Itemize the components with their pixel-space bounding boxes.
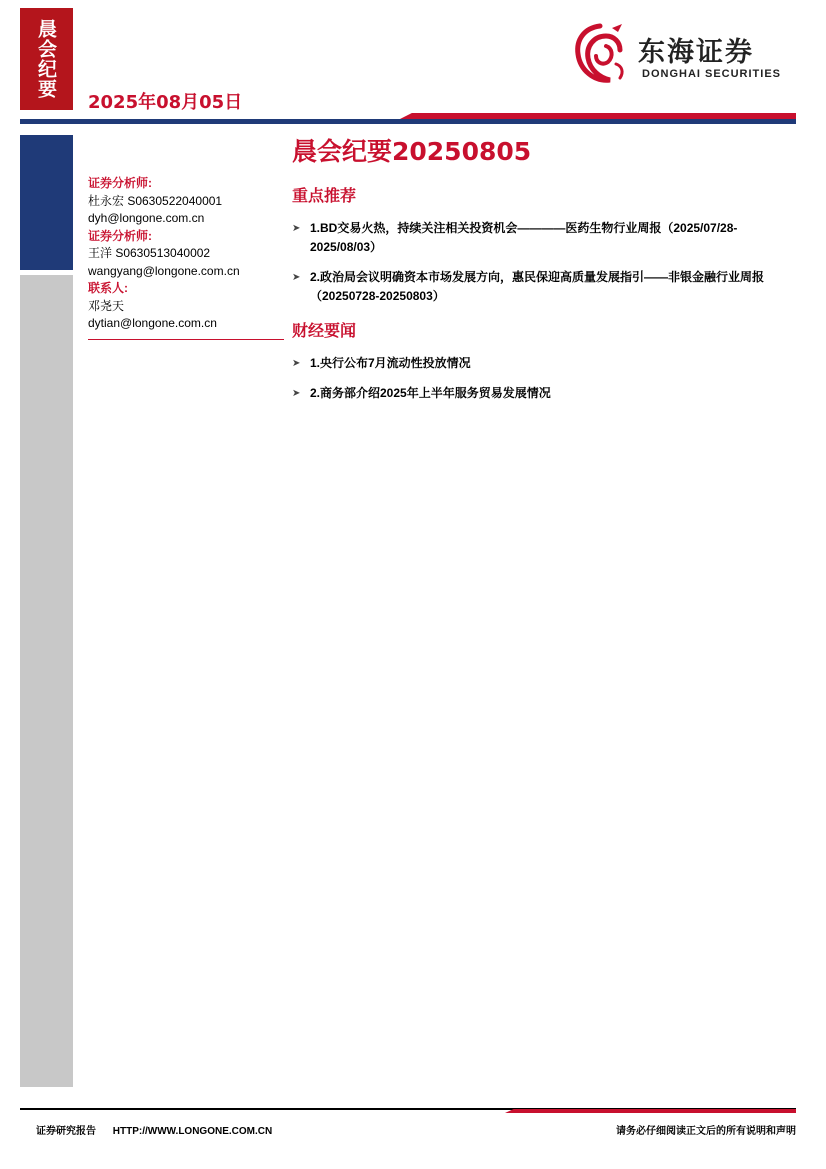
list-item[interactable] [292,268,798,306]
arrow-bullet-icon: ➤ [292,272,301,283]
list-item-text: 2.政治局会议明确资本市场发展方向，惠民保迎高质量发展指引——非银金融行业周报（20250728-20250803） [310,270,765,303]
list-item[interactable] [292,384,798,403]
analyst-email[interactable]: dyh@longone.com.cn [88,211,205,225]
arrow-bullet-icon: ➤ [292,358,301,369]
report-date: 2025年08月05日 [88,92,243,113]
footer-url-link[interactable]: HTTP://WWW.LONGONE.COM.CN [112,1126,273,1137]
arrow-bullet-icon: ➤ [292,388,301,399]
sidebar-accent-block [20,135,73,270]
report-type-tag-text: 晨会纪要 [35,19,57,99]
analyst-panel-divider [88,339,284,340]
analyst-label: 证券分析师: [88,176,152,190]
analyst-panel [88,175,284,340]
analyst-name-id: 王洋 S0630513040002 [88,246,211,260]
list-item-text: 1.央行公布7月流动性投放情况 [310,356,471,370]
analyst-entry [88,175,284,228]
section-heading-key-recommendations: 重点推荐 [292,186,357,205]
header-rule [20,119,796,124]
analyst-label: 证券分析师: [88,228,152,243]
contact-entry [88,280,284,333]
contact-email[interactable]: dytian@longone.com.cn [88,316,217,330]
footer-accent-rule [505,1109,796,1113]
list-item-text: 2.商务部介绍2025年上半年服务贸易发展情况 [310,386,551,400]
arrow-bullet-icon: ➤ [292,223,301,234]
contact-label: 联系人: [88,281,128,295]
footer-report-type: 证券研究报告 [36,1126,96,1137]
company-logo [570,20,800,92]
section-heading-financial-news: 财经要闻 [292,321,357,340]
analyst-email[interactable]: wangyang@longone.com.cn [88,263,240,278]
analyst-name-id: 杜永宏 S0630522040001 [88,193,223,208]
dragon-logo-icon [570,20,632,90]
report-type-tag [20,8,73,110]
list-item-text: 1.BD交易火热，持续关注相关投资机会————医药生物行业周报（2025/07/28-2025/08/03） [310,221,738,254]
list-item[interactable] [292,219,798,257]
page-title: 晨会纪要20250805 [292,137,532,166]
contact-name: 邓尧天 [88,298,125,313]
sidebar-gray-block [20,275,73,1087]
company-name-en: DONGHAI SECURITIES [642,68,782,80]
footer-disclaimer: 请务必仔细阅读正文后的所有说明和声明 [616,1126,796,1137]
company-name-cn: 东海证券 [638,37,754,68]
analyst-entry [88,228,284,281]
footer-left [36,1122,286,1137]
list-item[interactable] [292,354,798,373]
